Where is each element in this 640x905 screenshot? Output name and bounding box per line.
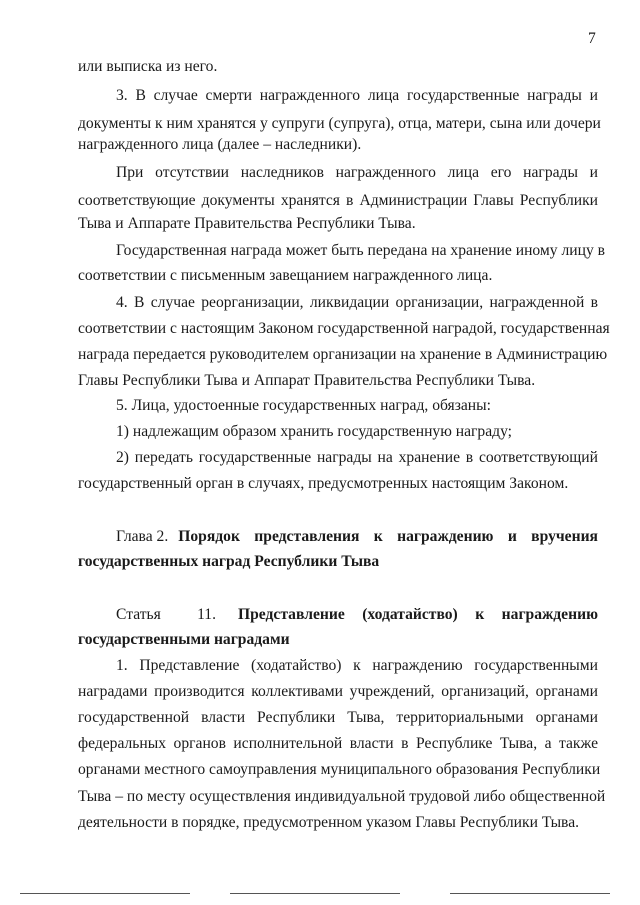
text-line: соответствии с настоящим Законом государственной наградой, государственная <box>78 320 610 337</box>
text-line: награжденного лица (далее – наследники). <box>78 136 362 153</box>
chapter-label: Глава 2. <box>116 528 169 545</box>
chapter-title-part-1: Порядок представления к награждению и вручения <box>178 528 598 545</box>
article-title-part-2: государственными наградами <box>78 631 290 648</box>
text-line: Главы Республики Тыва и Аппарат Правительства Республики Тыва. <box>78 372 536 389</box>
text-line: награда передается руководителем организации на хранение в Администрацию <box>78 346 608 363</box>
text-line: 4. В случае реорганизации, ликвидации организации, награжденной в <box>116 294 598 311</box>
text-line: 1) надлежащим образом хранить государственную награду; <box>116 423 512 440</box>
text-line: документы к ним хранятся у супруги (супруга), отца, матери, сына или дочери <box>78 115 601 132</box>
text-line: или выписка из него. <box>78 58 218 75</box>
text-line: наградами производится коллективами учреждений, организаций, органами <box>78 683 598 700</box>
text-line: Государственная награда может быть передана на хранение иному лицу в <box>116 242 606 259</box>
chapter-title-part-2: государственных наград Республики Тыва <box>78 553 380 570</box>
text-line: 5. Лица, удостоенные государственных наград, обязаны: <box>116 397 491 414</box>
text-line: государственной власти Республики Тыва, территориальными органами <box>78 709 598 726</box>
text-line: деятельности в порядке, предусмотренном указом Главы Республики Тыва. <box>78 814 580 831</box>
text-line: 1. Представление (ходатайство) к награждению государственными <box>116 657 598 674</box>
text-line: соответствующие документы хранятся в Администрации Главы Республики <box>78 192 598 209</box>
text-line: 3. В случае смерти награжденного лица государственные награды и <box>116 87 598 104</box>
text-line: Тыва и Аппарате Правительства Республики Тыва. <box>78 215 416 232</box>
footer-rule-middle <box>230 893 400 894</box>
chapter-heading-line-1 <box>116 528 598 546</box>
page-number: 7 <box>588 30 596 47</box>
text-line: государственный орган в случаях, предусмотренных настоящим Законом. <box>78 475 569 492</box>
text-line: федеральных органов исполнительной власти в Республике Тыва, а также <box>78 735 598 752</box>
article-label: Статья 11. <box>116 606 216 623</box>
article-title-part-1: Представление (ходатайство) к награждению <box>238 606 598 623</box>
text-line: При отсутствии наследников награжденного лица его награды и <box>116 164 598 181</box>
text-line: Тыва – по месту осуществления индивидуальной трудовой либо общественной <box>78 788 606 805</box>
footer-rule-right <box>450 893 610 894</box>
text-line: 2) передать государственные награды на хранение в соответствующий <box>116 449 598 466</box>
article-heading-line-1 <box>116 606 598 624</box>
text-line: соответствии с письменным завещанием награжденного лица. <box>78 267 493 284</box>
text-line: органами местного самоуправления муниципального образования Республики <box>78 761 601 778</box>
footer-rule-left <box>20 893 190 894</box>
